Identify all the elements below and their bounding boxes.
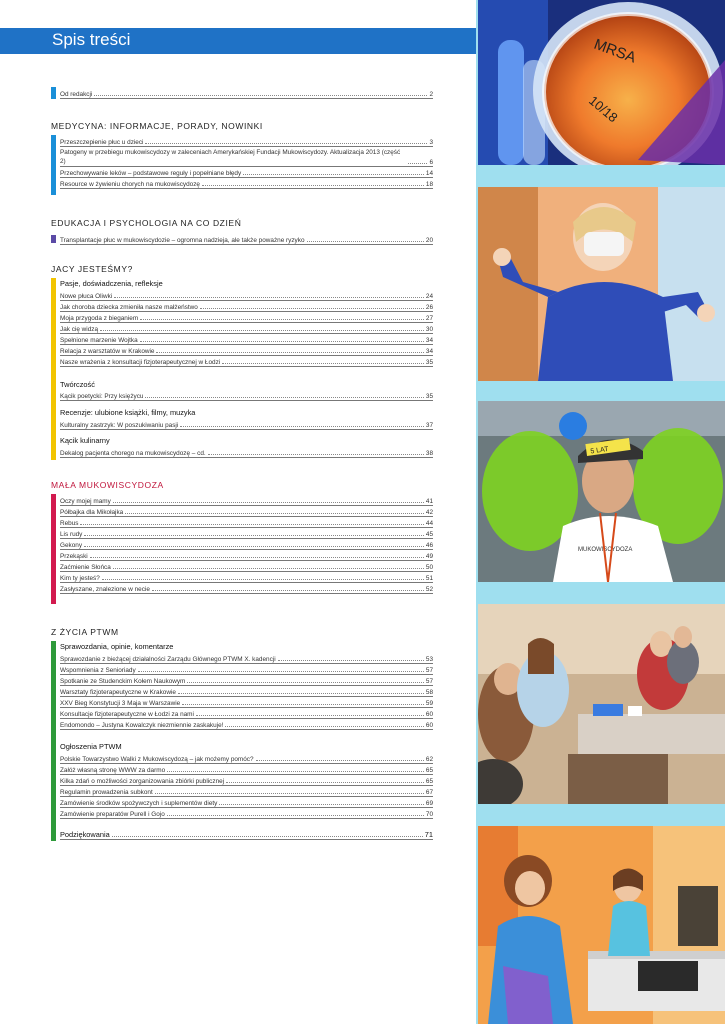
section-heading-mala: MAŁA MUKOWISCYDOZA bbox=[51, 480, 164, 490]
toc-entry[interactable]: Sprawozdanie z bieżącej działalności Zarządu Głównego PTWM X. kadencji 53 bbox=[60, 652, 433, 664]
toc-entry[interactable]: Kim ty jesteś? 51 bbox=[60, 571, 433, 583]
toc-entry[interactable]: Zamówienie preparatów Purell i Gojo 70 bbox=[60, 807, 433, 819]
toc-entry[interactable]: Kulturalny zastrzyk: W poszukiwaniu pasji 37 bbox=[60, 418, 433, 430]
toc-entry[interactable]: Rebus 44 bbox=[60, 516, 433, 528]
toc-entry[interactable]: Regulamin prowadzenia subkont 67 bbox=[60, 785, 433, 797]
section-bar bbox=[51, 494, 56, 604]
photo-petri-dish bbox=[478, 0, 725, 165]
toc-group-intro bbox=[51, 87, 433, 99]
toc-entry[interactable]: Endomondo – Justyna Kowalczyk niezmiennie zaskakuje! 60 bbox=[60, 718, 433, 730]
toc-group-mala bbox=[51, 494, 433, 604]
toc-entry[interactable]: Nowe płuca Oliwki 24 bbox=[60, 289, 433, 301]
toc-group-edukacja bbox=[51, 233, 433, 245]
child-mask-illustration bbox=[478, 187, 725, 381]
toc-entry[interactable]: Zaćmienie Słońca 50 bbox=[60, 560, 433, 572]
section-heading-jacy: JACY JESTEŚMY? bbox=[51, 264, 133, 274]
section-bar bbox=[51, 641, 56, 841]
toc-entry[interactable]: Jak cię widzą 30 bbox=[60, 322, 433, 334]
toc-entry[interactable]: Załóż własną stronę WWW za darmo 65 bbox=[60, 763, 433, 775]
toc-entry[interactable]: Zamówienie środków spożywczych i suplementów diety 69 bbox=[60, 796, 433, 808]
toc-entry[interactable]: Warsztaty fizjoterapeutyczne w Krakowie 58 bbox=[60, 685, 433, 697]
subsection-title: Pasje, doświadczenia, refleksje bbox=[60, 279, 163, 288]
toc-entry[interactable]: Oczy mojej mamy 41 bbox=[60, 494, 433, 506]
toc-entry[interactable]: XXV Bieg Konstytucji 3 Maja w Warszawie 59 bbox=[60, 696, 433, 708]
subsection-title: Twórczość bbox=[60, 380, 95, 389]
dish-label-b: 10/18 bbox=[586, 92, 621, 126]
toc-entry[interactable]: Dekalog pacjenta chorego na mukowiscydozę – cd. 38 bbox=[60, 446, 433, 458]
photo-man-wings bbox=[478, 401, 725, 582]
toc-entry[interactable]: Nasze wrażenia z konsultacji fizjoterapeutycznej w Łodzi 35 bbox=[60, 355, 433, 367]
subsection-title: Ogłoszenia PTWM bbox=[60, 742, 122, 751]
subsection-title: Sprawozdania, opinie, komentarze bbox=[60, 642, 174, 651]
toc-entry[interactable]: Spotkanie ze Studenckim Kołem Naukowym 57 bbox=[60, 674, 433, 686]
section-heading-edukacja: EDUKACJA I PSYCHOLOGIA NA CO DZIEŃ bbox=[51, 218, 242, 228]
toc-entry[interactable]: Od redakcji 2 bbox=[60, 87, 433, 99]
toc-entry[interactable]: Zasłyszane, znalezione w necie 52 bbox=[60, 582, 433, 594]
photo-child-mask bbox=[478, 187, 725, 381]
photo-hospital-room bbox=[478, 826, 725, 1024]
title-banner bbox=[0, 28, 476, 54]
toc-entry[interactable]: Wspomnienia z Senioriady 57 bbox=[60, 663, 433, 675]
man-wings-illustration bbox=[478, 401, 725, 582]
toc-entry[interactable]: Resource w żywieniu chorych na mukowiscydozę 18 bbox=[60, 177, 433, 189]
toc-entry[interactable]: Półbajka dla Mikołajka 42 bbox=[60, 505, 433, 517]
page-title: Spis treści bbox=[52, 30, 131, 49]
toc-entry[interactable]: Przekąski 49 bbox=[60, 549, 433, 561]
photo-meeting-table bbox=[478, 604, 725, 804]
subsection-title: Recenzje: ulubione książki, filmy, muzyka bbox=[60, 408, 196, 417]
shirt-text: MUKOWISCYDOZA bbox=[578, 547, 633, 553]
meeting-table-illustration bbox=[478, 604, 725, 804]
toc-entry[interactable]: Transplantacje płuc w mukowiscydozie – ogromna nadzieja, ale także poważne ryzyko 20 bbox=[60, 233, 433, 245]
toc-group-zycie bbox=[51, 641, 433, 843]
section-bar bbox=[51, 235, 56, 243]
toc-entry[interactable]: Lis rudy 45 bbox=[60, 527, 433, 539]
section-bar bbox=[51, 135, 56, 195]
toc-group-jacy bbox=[51, 278, 433, 462]
dish-label-a: MRSA bbox=[591, 35, 639, 67]
toc-entry[interactable]: Kącik poetycki: Przy księżycu 35 bbox=[60, 389, 433, 401]
toc-entry[interactable]: Spełnione marzenie Wojtka 34 bbox=[60, 333, 433, 345]
toc-entry[interactable]: Gekony 46 bbox=[60, 538, 433, 550]
section-heading-medycyna: MEDYCYNA: INFORMACJE, PORADY, NOWINKI bbox=[51, 121, 263, 131]
toc-entry[interactable]: Przechowywanie leków – podstawowe reguły i popełniane błędy 14 bbox=[60, 166, 433, 178]
toc-entry[interactable]: Podziękowania 71 bbox=[60, 830, 433, 839]
toc-entry[interactable]: Polskie Towarzystwo Walki z Mukowiscydozą – jak możemy pomóc? 62 bbox=[60, 752, 433, 764]
hospital-room-illustration bbox=[478, 826, 725, 1024]
section-bar bbox=[51, 87, 56, 99]
subsection-title: Kącik kulinarny bbox=[60, 436, 110, 445]
section-heading-zycie: Z ŻYCIA PTWM bbox=[51, 627, 119, 637]
toc-entry[interactable]: Konsultacje fizjoterapeutyczne w Łodzi za nami 60 bbox=[60, 707, 433, 719]
toc-entry[interactable]: Jak choroba dziecka zmieniła nasze małżeństwo 26 bbox=[60, 300, 433, 312]
section-bar bbox=[51, 278, 56, 460]
toc-entry[interactable]: Relacja z warsztatów w Krakowie 34 bbox=[60, 344, 433, 356]
toc-entry[interactable]: Patogeny w przebiegu mukowiscydozy w zaleceniach Amerykańskiej Fundacji Mukowiscydozy. Aktualizacja 2013 (część 2) 6 bbox=[60, 146, 433, 167]
toc-entry[interactable]: Moja przygoda z bieganiem 27 bbox=[60, 311, 433, 323]
toc-group-medycyna bbox=[51, 135, 433, 195]
cap-text: 5 LAT bbox=[590, 445, 609, 456]
petri-dish-illustration bbox=[478, 0, 725, 165]
toc-entry[interactable]: Przeszczepienie płuc u dzieci 3 bbox=[60, 135, 433, 147]
toc-entry[interactable]: Kilka zdań o możliwości zorganizowania zbiórki publicznej 65 bbox=[60, 774, 433, 786]
